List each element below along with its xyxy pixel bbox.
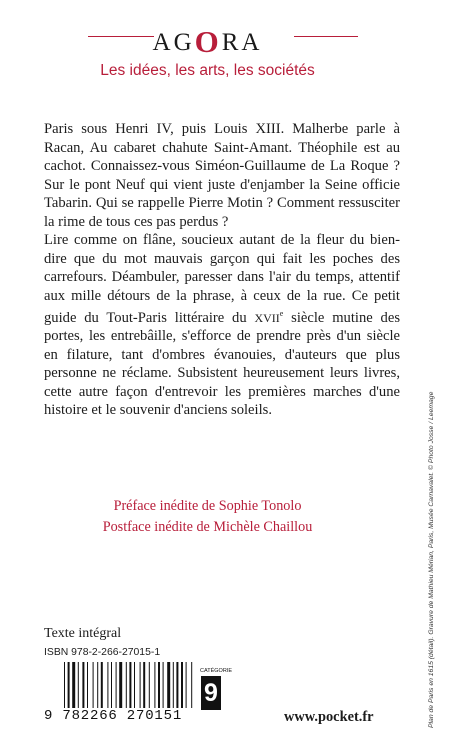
- edition-credits: [0, 496, 415, 538]
- barcode-bar: [107, 662, 108, 708]
- barcode-digits: 9 782266 270151: [44, 708, 183, 724]
- barcode-bar: [158, 662, 160, 708]
- series-logo-suffix: RA: [221, 29, 263, 56]
- blurb-paragraph-1: Paris sous Henri IV, puis Louis XIII. Malherbe parle à Racan, Au cabaret chahute Saint-Amant. Théophile est au cachot. Connaissez-vous Siméon-Guillaume de La Roque ? Sur le pont Neuf qui vient juste d'enjamber la Seine officie Tabarin. Qui se rappelle Pierre Motin ? Comment ressusciter la rime de tous ces pas perdus ?: [44, 121, 400, 230]
- category-badge: 9: [201, 676, 221, 710]
- blurb-paragraph-2: [44, 231, 400, 420]
- barcode-bar: [173, 662, 174, 708]
- barcode-bar: [82, 662, 84, 708]
- barcode-bar: [163, 662, 164, 708]
- barcode-bar: [154, 662, 155, 708]
- barcode-bar: [126, 662, 127, 708]
- series-logo-prefix: AG: [152, 29, 195, 56]
- barcode-bar: [143, 662, 145, 708]
- postface-credit: Postface inédite de Michèle Chaillou: [102, 519, 313, 535]
- barcode-bar: [181, 662, 183, 708]
- barcode-bar: [140, 662, 141, 708]
- blurb-century-sup: e: [279, 309, 284, 318]
- barcode-bar: [116, 662, 117, 708]
- barcode-bar: [72, 662, 75, 708]
- barcode-bar: [64, 662, 65, 708]
- back-cover-blurb: [44, 120, 400, 420]
- barcode-bar: [129, 662, 131, 708]
- series-tagline: Les idées, les arts, les sociétés: [100, 62, 315, 79]
- barcode-bar: [167, 662, 170, 708]
- barcode-bar: [97, 662, 98, 708]
- image-credit: Plan de Paris en 1615 (détail). Gravure de Mathieu Mérian, Paris, Musée Carnavalet. © Photo Josse / Leemage: [428, 391, 435, 728]
- barcode-bar: [176, 662, 178, 708]
- barcode-bar: [149, 662, 150, 708]
- barcode-bar: [78, 662, 79, 708]
- barcode-bar: [186, 662, 187, 708]
- barcode-bar: [191, 662, 192, 708]
- blurb-paragraph-2-start: Lire comme on flâne, soucieux autant de la fleur du bien-dire que du mot mauvais garçon qui fait les poches des carrefours. Déambuler, paresser dans l'air du temps, attentif aux mille détours de la phrase, à ceux de la rue. Ce petit guide du Tout-Paris littéraire du: [44, 232, 400, 326]
- isbn: ISBN 978-2-266-27015-1: [44, 647, 161, 658]
- category-label: CATÉGORIE: [200, 668, 232, 674]
- barcode-bar: [93, 662, 94, 708]
- barcode-bar: [68, 662, 70, 708]
- publisher-url: www.pocket.fr: [284, 709, 374, 725]
- barcode-bar: [101, 662, 103, 708]
- series-logo: [0, 22, 415, 58]
- blurb-paragraph-2-end: siècle mutine des portes, les entrebâille, s'efforce de prendre près d'un siècle en filature, tant d'ombres évanouies, d'auteurs que plus personne ne réclame. Subsistent heureusement leurs livres, cette autre façon d'entrevoir les premières marches d'une histoire et le souvenir d'anciens soleils.: [44, 309, 400, 419]
- series-logo-ring: O: [194, 24, 222, 59]
- barcode: [64, 662, 194, 714]
- barcode-bar: [87, 662, 88, 708]
- blurb-century: XVII: [254, 310, 280, 325]
- integral-text-label: Texte intégral: [44, 626, 122, 641]
- barcode-bar: [119, 662, 122, 708]
- barcode-bar: [134, 662, 135, 708]
- preface-credit: Préface inédite de Sophie Tonolo: [113, 498, 302, 514]
- barcode-bar: [111, 662, 112, 708]
